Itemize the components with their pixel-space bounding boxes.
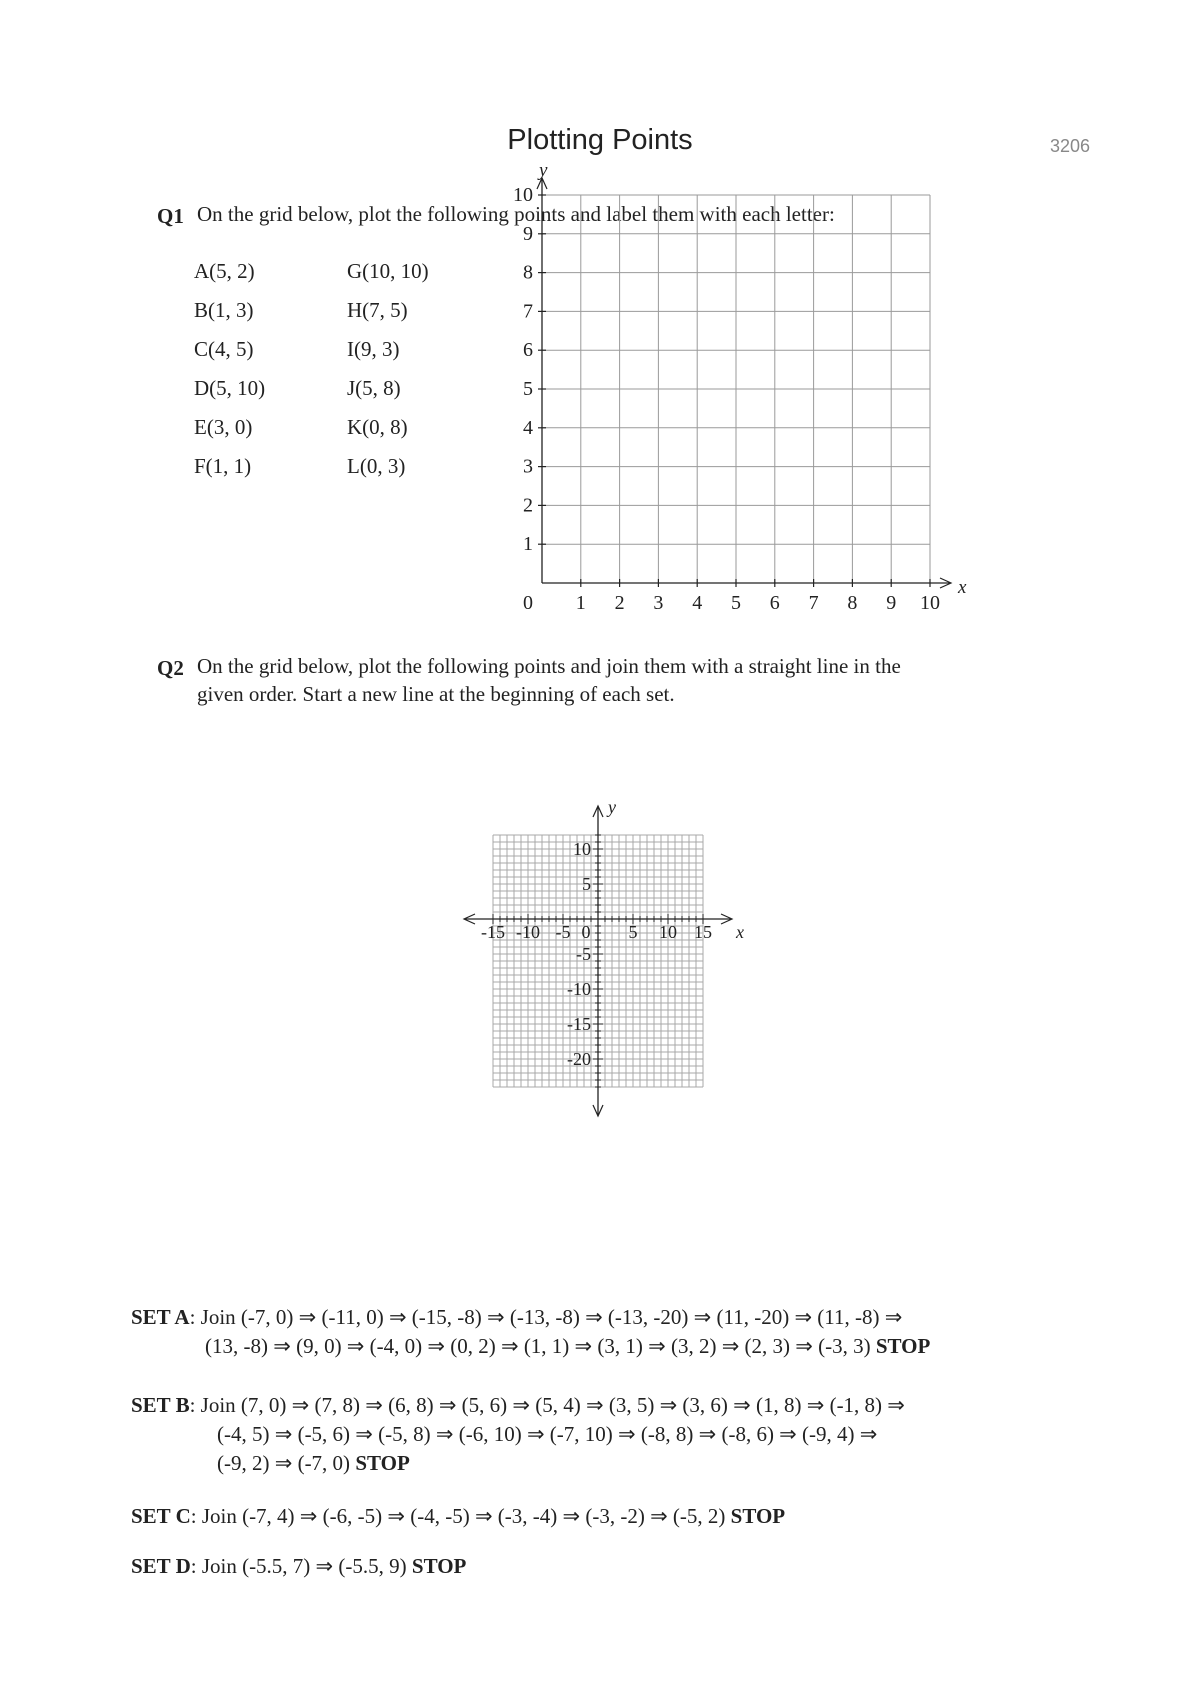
q2-coordinate-grid[interactable] [0, 700, 1200, 1300]
worksheet-code: 3206 [1050, 136, 1091, 156]
x-tick-label: 9 [886, 592, 897, 614]
x-tick-label: 7 [808, 592, 819, 614]
x-tick-label: 6 [769, 592, 780, 614]
set-text: : Join (-7, 4) ⇒ (-6, -5) ⇒ (-4, -5) ⇒ (-3, -4) ⇒ (-3, -2) ⇒ (-5, 2) [190, 1504, 726, 1528]
set-text: : Join (7, 0) ⇒ (7, 8) ⇒ (6, 8) ⇒ (5, 6) ⇒ (5, 4) ⇒ (3, 5) ⇒ (3, 6) ⇒ (1, 8) ⇒ (-1, 8) ⇒ [189, 1393, 905, 1417]
point-item: D(5, 10) [194, 376, 266, 400]
y-tick-label: 4 [523, 416, 533, 439]
y-tick-label: 7 [523, 300, 533, 323]
point-item: A(5, 2) [194, 259, 255, 283]
set-a [131, 1303, 1131, 1361]
x-tick-label: 2 [614, 592, 625, 614]
point-item: L(0, 3) [347, 454, 406, 478]
x-tick-label: 15 [694, 922, 712, 942]
point-item: K(0, 8) [347, 415, 408, 439]
y-tick-label: 6 [523, 339, 533, 362]
y-tick-label: 8 [523, 261, 533, 284]
q2-instructions-line1: On the grid below, plot the following points and join them with a straight line in the [197, 654, 901, 678]
y-tick-label: -5 [576, 944, 591, 964]
set-c [131, 1502, 1131, 1531]
set-text: : Join (-7, 0) ⇒ (-11, 0) ⇒ (-15, -8) ⇒ (-13, -8) ⇒ (-13, -20) ⇒ (11, -20) ⇒ (11, -8) ⇒ [189, 1305, 903, 1329]
y-tick-label: 10 [573, 839, 591, 859]
set-stop: STOP [411, 1554, 467, 1578]
origin-label: 0 [523, 592, 533, 614]
y-tick-label: 5 [523, 378, 533, 400]
y-tick-label: 10 [513, 184, 533, 206]
page-title: Plotting Points [507, 124, 693, 156]
x-tick-label: 0 [581, 922, 591, 942]
point-item: B(1, 3) [194, 298, 254, 322]
point-item: C(4, 5) [194, 337, 254, 361]
x-tick-label: 10 [920, 592, 940, 614]
y-tick-label: -15 [567, 1014, 591, 1034]
q2-label: Q2 [157, 656, 184, 680]
q1-instructions: On the grid below, plot the following points and label them with each letter: [197, 202, 835, 226]
set-d [131, 1552, 1131, 1581]
set-label: SET D [131, 1554, 191, 1578]
q1-coordinate-grid[interactable] [0, 0, 1200, 700]
set-label: SET B [131, 1393, 190, 1417]
set-stop: STOP [730, 1504, 786, 1528]
x-tick-label: 10 [659, 922, 677, 942]
set-text: (13, -8) ⇒ (9, 0) ⇒ (-4, 0) ⇒ (0, 2) ⇒ (1, 1) ⇒ (3, 1) ⇒ (3, 2) ⇒ (2, 3) ⇒ (-3, 3) [205, 1334, 871, 1358]
set-b [131, 1391, 1131, 1478]
x-tick-label: -10 [516, 922, 540, 942]
y-tick-label: 2 [523, 494, 533, 517]
point-item: F(1, 1) [194, 454, 252, 478]
q2-instructions-line2: given order. Start a new line at the beginning of each set. [197, 682, 675, 706]
set-text: (-9, 2) ⇒ (-7, 0) [217, 1451, 351, 1475]
x-tick-label: 3 [653, 592, 664, 614]
set-stop: STOP [875, 1334, 931, 1358]
set-stop: STOP [355, 1451, 410, 1475]
x-tick-label: 5 [628, 922, 638, 942]
set-label: SET A [131, 1305, 190, 1329]
x-axis-label: x [958, 577, 967, 598]
point-item: H(7, 5) [347, 298, 408, 322]
y-axis-label: y [539, 160, 548, 181]
point-item: E(3, 0) [194, 415, 253, 439]
x-tick-label: -5 [555, 922, 571, 942]
x-tick-label: -15 [481, 922, 505, 942]
y-tick-label: 9 [523, 222, 533, 245]
point-item: G(10, 10) [347, 259, 429, 283]
q1-label: Q1 [157, 204, 184, 228]
x-axis-label: x [736, 922, 744, 942]
set-text: : Join (-5.5, 7) ⇒ (-5.5, 9) [190, 1554, 407, 1578]
x-tick-label: 4 [692, 592, 703, 614]
x-tick-label: 5 [731, 592, 741, 614]
y-tick-label: -10 [567, 979, 591, 999]
point-item: J(5, 8) [347, 376, 401, 400]
set-text: (-4, 5) ⇒ (-5, 6) ⇒ (-5, 8) ⇒ (-6, 10) ⇒ (-7, 10) ⇒ (-8, 8) ⇒ (-8, 6) ⇒ (-9, 4) ⇒ [217, 1422, 878, 1446]
set-label: SET C [131, 1504, 191, 1528]
y-tick-label: 3 [523, 455, 533, 478]
x-tick-label: 8 [847, 592, 858, 614]
y-tick-label: -20 [567, 1049, 591, 1069]
x-tick-label: 1 [575, 592, 586, 614]
point-item: I(9, 3) [347, 337, 400, 361]
y-tick-label: 1 [523, 533, 533, 556]
y-axis-label: y [608, 797, 616, 817]
y-tick-label: 5 [582, 874, 591, 894]
